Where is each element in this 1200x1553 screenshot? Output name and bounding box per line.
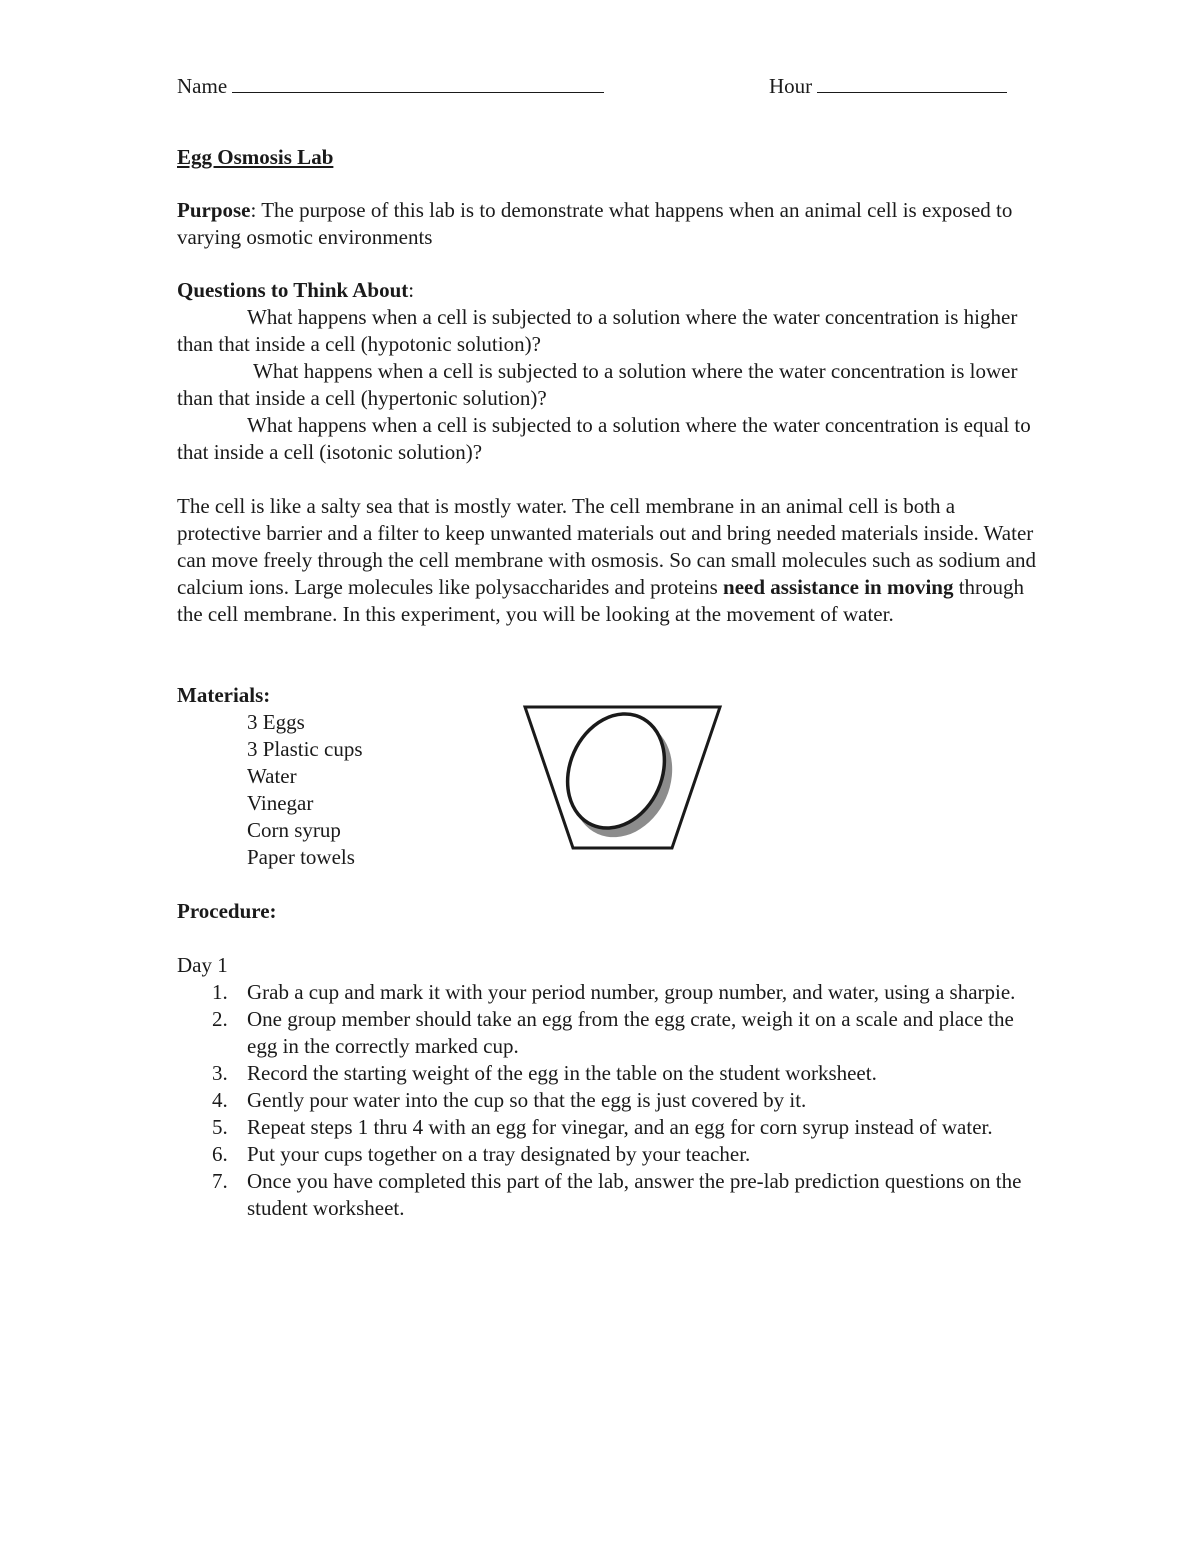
name-blank-line[interactable] <box>232 72 604 93</box>
procedure-steps <box>177 979 1037 1222</box>
hour-label: Hour <box>769 74 813 98</box>
intro-text-start: The cell is like a salty sea that is mostly water. The cell membrane in an animal cell is both a protective barrier and a filter to keep unwanted materials out and bring needed materials inside. Water can move freely through the cell membrane with osmosis. So can small molecules such as sodium and calcium ions. Large molecules like polysaccharides and proteins <box>177 494 1037 599</box>
procedure-step <box>177 1087 1037 1114</box>
purpose-paragraph <box>177 197 1037 251</box>
procedure-heading: Procedure: <box>177 899 277 923</box>
step-text: Gently pour water into the cup so that the egg is just covered by it. <box>247 1088 807 1112</box>
questions-colon: : <box>408 278 415 302</box>
materials-item: 3 Eggs <box>247 710 305 734</box>
step-text: One group member should take an egg from the egg crate, weigh it on a scale and place the egg in the correctly marked cup. <box>247 1007 1014 1058</box>
step-number: 5. <box>212 1115 228 1139</box>
step-number: 2. <box>212 1007 228 1031</box>
worksheet-page <box>177 72 1037 1222</box>
questions-label: Questions to Think About <box>177 278 409 302</box>
question-item: What happens when a cell is subjected to a solution where the water concentration is higher than that inside a cell (hypotonic solution)? <box>177 305 1018 356</box>
question-item: What happens when a cell is subjected to a solution where the water concentration is lower than that inside a cell (hypertonic solution)? <box>177 359 1018 410</box>
hour-field <box>769 72 1007 100</box>
purpose-label: Purpose <box>177 198 251 222</box>
procedure-step <box>177 979 1037 1006</box>
procedure-step <box>177 1114 1037 1141</box>
day-label: Day 1 <box>177 953 228 977</box>
intro-text-end: through the cell membrane. In this experiment, you will be looking at the movement of water. <box>177 575 1025 626</box>
purpose-text: : The purpose of this lab is to demonstrate what happens when an animal cell is exposed to varying osmotic environments <box>177 198 1013 249</box>
procedure-step <box>177 1141 1037 1168</box>
materials-item: Paper towels <box>247 845 355 869</box>
name-label: Name <box>177 74 228 98</box>
step-text: Put your cups together on a tray designated by your teacher. <box>247 1142 751 1166</box>
page-title: Egg Osmosis Lab <box>177 145 334 169</box>
step-number: 1. <box>212 980 228 1004</box>
hour-blank-line[interactable] <box>817 72 1007 93</box>
step-text: Once you have completed this part of the lab, answer the pre-lab prediction questions on the student worksheet. <box>247 1169 1022 1220</box>
name-field <box>177 72 604 100</box>
intro-bold-text: need assistance in moving <box>723 575 954 599</box>
materials-item: 3 Plastic cups <box>247 737 363 761</box>
materials-item: Water <box>247 764 297 788</box>
step-number: 6. <box>212 1142 228 1166</box>
step-number: 7. <box>212 1169 228 1193</box>
procedure-step <box>177 1168 1037 1222</box>
header-row <box>177 72 1037 100</box>
step-text: Repeat steps 1 thru 4 with an egg for vinegar, and an egg for corn syrup instead of water. <box>247 1115 993 1139</box>
materials-item: Corn syrup <box>247 818 341 842</box>
step-number: 3. <box>212 1061 228 1085</box>
step-text: Grab a cup and mark it with your period number, group number, and water, using a sharpie. <box>247 980 1016 1004</box>
step-text: Record the starting weight of the egg in the table on the student worksheet. <box>247 1061 877 1085</box>
materials-item: Vinegar <box>247 791 314 815</box>
question-item: What happens when a cell is subjected to a solution where the water concentration is equal to that inside a cell (isotonic solution)? <box>177 413 1031 464</box>
procedure-step <box>177 1060 1037 1087</box>
materials-block <box>177 709 1037 871</box>
intro-paragraph <box>177 493 1037 628</box>
questions-heading <box>177 277 1037 304</box>
procedure-step <box>177 1006 1037 1060</box>
materials-heading: Materials: <box>177 683 271 707</box>
egg-in-cup-illustration <box>522 703 727 853</box>
step-number: 4. <box>212 1088 228 1112</box>
